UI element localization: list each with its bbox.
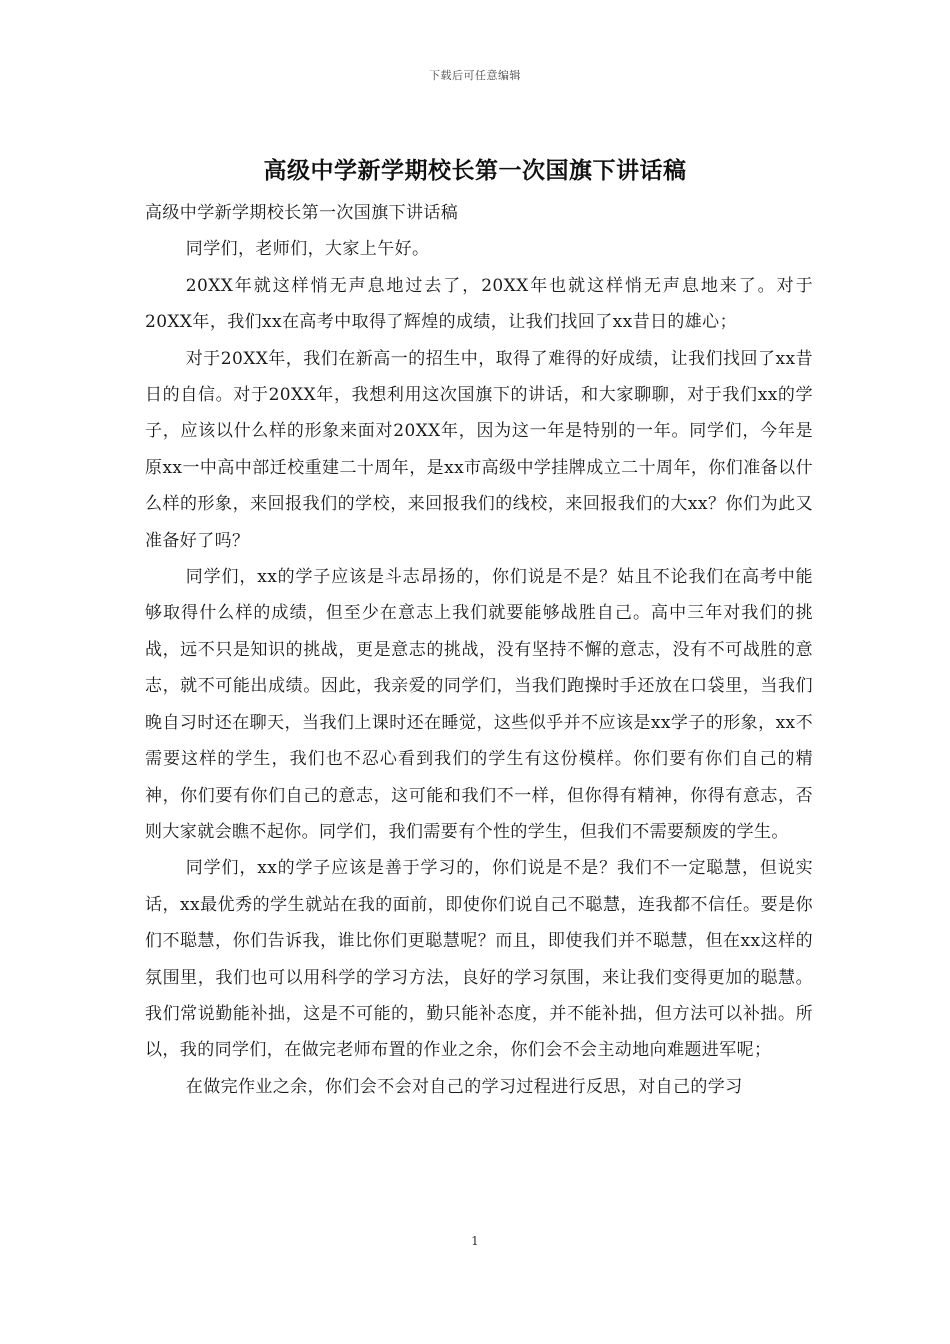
body-paragraph: 对于20XX年，我们在新高一的招生中，取得了难得的好成绩，让我们找回了xx昔日的自信。对于20XX年，我想利用这次国旗下的讲话，和大家聊聊，对于我们xx的学子，应该以什么样的形象来面对20XX年，因为这一年是特别的一年。同学们，今年是原xx一中高中部迁校重建二十周年，是xx市高级中学挂牌成立二十周年，你们准备以什么样的形象，来回报我们的学校，来回报我们的线校，来回报我们的大xx？你们为此又准备好了吗？: [145, 348, 813, 551]
body-paragraph: 在做完作业之余，你们会不会对自己的学习过程进行反思，对自己的学习: [185, 1076, 743, 1097]
subtitle-paragraph: 高级中学新学期校长第一次国旗下讲话稿: [145, 203, 459, 223]
body-paragraph: 同学们，老师们，大家上午好。: [185, 239, 430, 260]
body-paragraph: 同学们，xx的学子应该是善于学习的，你们说是不是？我们不一定聪慧，但说实话，xx最优秀的学生就站在我的面前，即使你们说自己不聪慧，连我都不信任。要是你们不聪慧，你们告诉我，谁比你们更聪慧呢？而且，即使我们并不聪慧，但在xx这样的氛围里，我们也可以用科学的学习方法，良好的学习氛围，来让我们变得更加的聪慧。我们常说勤能补拙，这是不可能的，勤只能补态度，并不能补拙，但方法可以补拙。所以，我的同学们，在做完老师布置的作业之余，你们会不会主动地向难题进军呢；: [145, 858, 813, 1061]
body-paragraph: 20XX年就这样悄无声息地过去了，20XX年也就这样悄无声息地来了。对于20XX年，我们xx在高考中取得了辉煌的成绩，让我们找回了xx昔日的雄心；: [145, 275, 813, 333]
body-paragraph: 同学们，xx的学子应该是斗志昂扬的，你们说是不是？姑且不论我们在高考中能够取得什么样的成绩，但至少在意志上我们就要能够战胜自己。高中三年对我们的挑战，远不只是知识的挑战，更是意志的挑战，没有坚持不懈的意志，没有不可战胜的意志，就不可能出成绩。因此，我亲爱的同学们，当我们跑操时手还放在口袋里，当我们晚自习时还在聊天，当我们上课时还在睡觉，这些似乎并不应该是xx学子的形象，xx不需要这样的学生，我们也不忍心看到我们的学生有这份模样。你们要有你们自己的精神，你们要有你们自己的意志，这可能和我们不一样，但你得有精神，你得有意志，否则大家就会瞧不起你。同学们，我们需要有个性的学生，但我们不需要颓废的学生。: [145, 567, 813, 842]
document-title: 高级中学新学期校长第一次国旗下讲话稿: [263, 157, 687, 184]
header-note: 下载后可任意编辑: [429, 69, 521, 82]
page-number: 1: [471, 1234, 479, 1248]
document-body: [145, 195, 813, 1105]
